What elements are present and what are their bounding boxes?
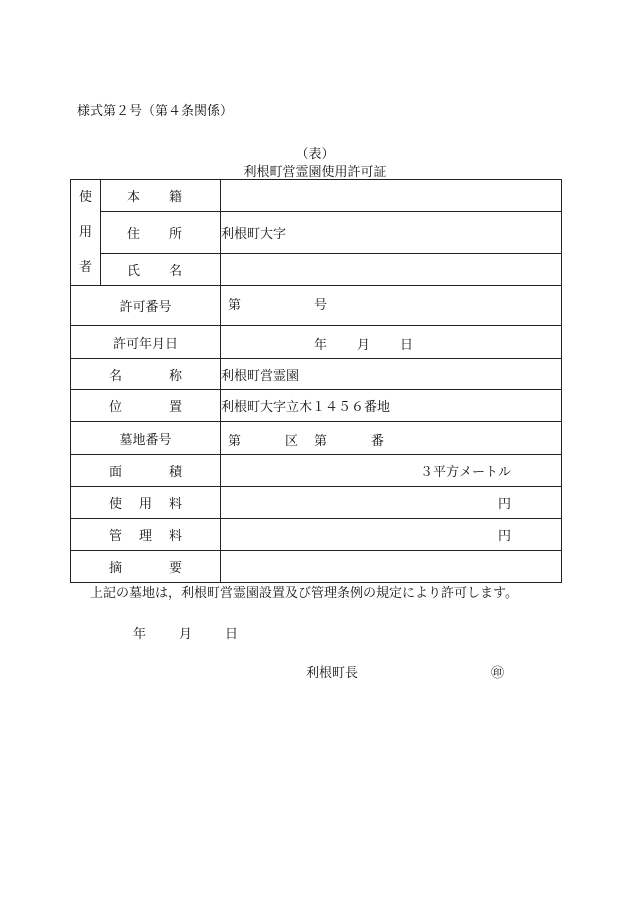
cemetery-name-label: 名 称: [71, 359, 221, 390]
address-row: [71, 212, 562, 254]
management-fee-label: 管 理 料: [71, 519, 221, 551]
area-row: [71, 455, 562, 487]
grave-number-row: [71, 422, 562, 455]
usage-fee-row: [71, 487, 562, 519]
permit-date-value: 年 月 日: [221, 326, 562, 359]
area-label: 面 積: [71, 455, 221, 487]
location-value: 利根町大字立木１４５６番地: [221, 390, 562, 422]
area-value: ３平方メートル: [221, 455, 562, 487]
honseki-value: [221, 180, 562, 212]
permit-table: [70, 179, 562, 583]
user-name-value: [221, 253, 562, 285]
user-head-char: 用: [78, 225, 92, 240]
permit-number-row: [71, 286, 562, 326]
seal-mark: ㊞: [491, 666, 505, 681]
grave-number-label: 墓地番号: [71, 422, 221, 455]
cemetery-name-row: [71, 359, 562, 390]
document-title: 利根町営霊園使用許可証: [243, 165, 387, 180]
cemetery-name-value: 利根町営霊園: [221, 359, 562, 390]
form-number-label: 様式第２号（第４条関係）: [77, 104, 234, 119]
usage-fee-label: 使 用 料: [71, 487, 221, 519]
permit-date-row: [71, 326, 562, 359]
user-head-char: 使: [78, 190, 92, 205]
issue-month: 月: [179, 627, 193, 642]
grave-number-value: 第 区 第 番: [221, 422, 562, 455]
remarks-value: [221, 551, 562, 583]
issue-year: 年: [133, 627, 147, 642]
mayor-title: 利根町長: [306, 666, 359, 681]
issue-date: [133, 623, 238, 642]
usage-fee-value: 円: [221, 487, 562, 519]
remarks-label: 摘 要: [71, 551, 221, 583]
permit-date-label: 許可年月日: [71, 326, 221, 359]
user-name-label: 氏 名: [101, 253, 221, 285]
remarks-row: [71, 551, 562, 583]
location-row: [71, 390, 562, 422]
permit-number-label: 許可番号: [71, 286, 221, 326]
management-fee-value: 円: [221, 519, 562, 551]
address-value: 利根町大字: [221, 212, 562, 254]
honseki-label: 本 籍: [101, 180, 221, 212]
issue-day: 日: [225, 627, 239, 642]
management-fee-row: [71, 519, 562, 551]
name-row: [71, 253, 562, 285]
address-label: 住 所: [101, 212, 221, 254]
user-head-char: 者: [78, 260, 92, 275]
honseki-row: [71, 180, 562, 212]
side-label: （表）: [295, 147, 335, 162]
location-label: 位 置: [71, 390, 221, 422]
user-group-header: [71, 180, 101, 286]
permit-number-value: 第 号: [221, 286, 562, 326]
permit-statement: 上記の墓地は，利根町営霊園設置及び管理条例の規定により許可します。: [90, 586, 518, 601]
